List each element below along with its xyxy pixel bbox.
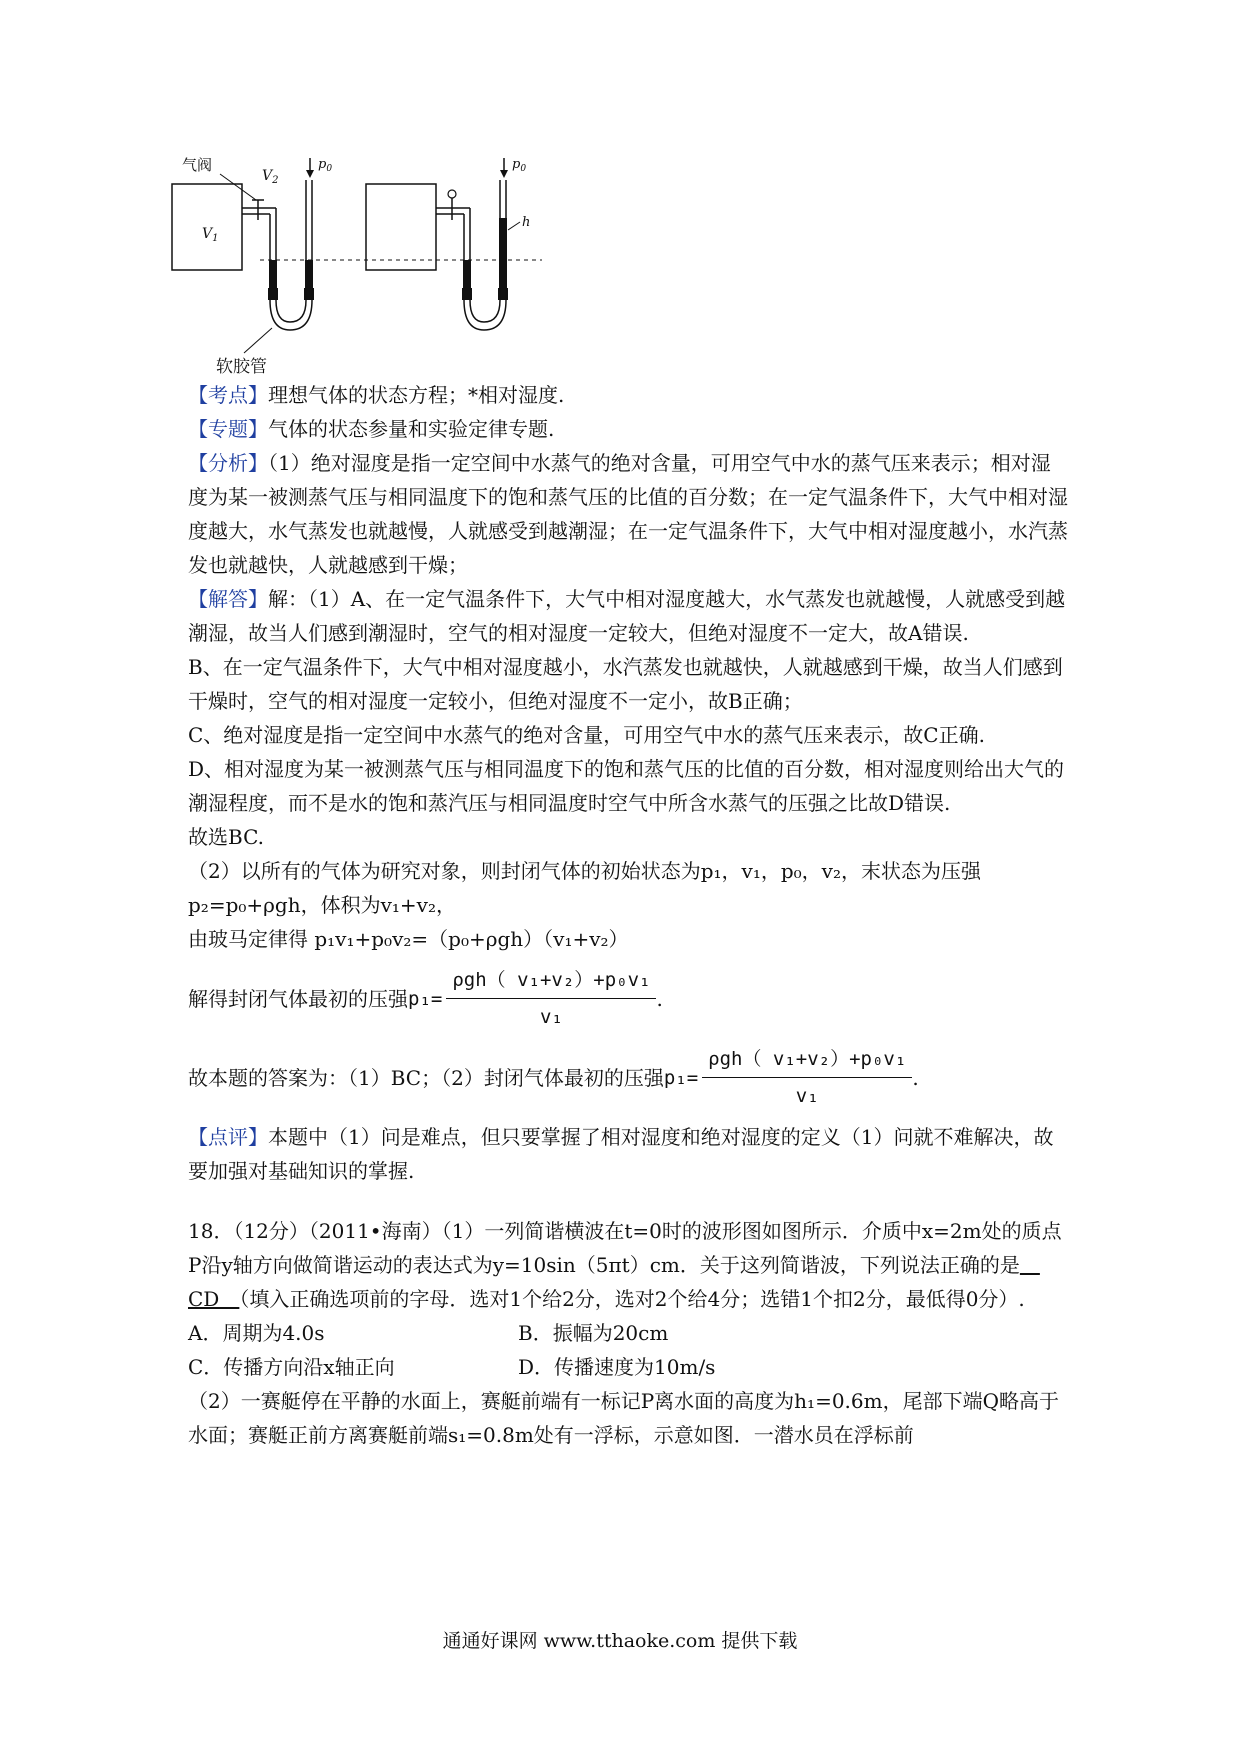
jieda-choose: 故选BC. [188,825,265,849]
label-hose: 软胶管 [216,357,267,377]
answer-fraction [702,1041,912,1114]
label-v1: $V_1$ [202,226,219,244]
option-c: C．传播方向沿x轴正向 [188,1355,395,1379]
answer-period: . [912,1065,919,1090]
fraction-numerator: ρgh（ v₁+v₂）+p₀v₁ [702,1041,912,1078]
dianping-tag: 【点评】 [188,1125,268,1149]
fraction-denominator: v₁ [795,1085,819,1107]
jieda-a-text: 解：（1）A、在一定气温条件下，大气中相对湿度越大，水气蒸发也就越慢，人就感受到越潮湿，故当人们感到潮湿时，空气的相对湿度一定较大，但绝对湿度不一定大，故A错误. [188,587,1066,645]
option-d: D．传播速度为10m/s [518,1355,716,1379]
q18-options [188,1316,1068,1384]
solve-equation [188,962,1068,1035]
solve-prefix: 解得封闭气体最初的压强 [188,986,408,1011]
jieda-paragraph-a [188,582,1068,650]
label-h: h [522,215,531,230]
answer-blank: CD [188,1253,1040,1311]
dianping-text: 本题中（1）问是难点，但只要掌握了相对湿度和绝对湿度的定义（1）问就不难解决，故要加强对基础知识的掌握. [188,1125,1054,1183]
jieda-part2a: （2）以所有的气体为研究对象，则封闭气体的初始状态为p₁，v₁，p₀，v₂，末状态为压强p₂=p₀+ρgh，体积为v₁+v₂， [188,859,981,917]
solution-content [188,378,1068,1452]
jieda-part2b: 由玻马定律得 p₁v₁+p₀v₂=（p₀+ρgh）（v₁+v₂） [188,927,629,951]
answer-prefix: 故本题的答案为：（1）BC；（2）封闭气体最初的压强 [188,1065,664,1090]
jieda-paragraph-d: D、相对湿度为某一被测蒸气压与相同温度下的饱和蒸气压的比值的百分数，相对湿度则给出大气的潮湿程度，而不是水的饱和蒸汽压与相同温度时空气中所含水蒸气的压强之比故D错误. [188,757,1065,815]
zhuanti-line [188,412,1068,446]
jieda-paragraph-b: B、在一定气温条件下，大气中相对湿度越小，水汽蒸发也就越快，人就越感到干燥，故当人们感到干燥时，空气的相对湿度一定较小，但绝对湿度不一定小，故B正确； [188,655,1063,713]
solve-lhs: p₁= [408,987,443,1010]
label-v2: $V_2$ [262,168,279,186]
fenxi-paragraph [188,446,1068,582]
jieda-paragraph-c: C、绝对湿度是指一定空间中水蒸气的绝对含量，可用空气中水的蒸气压来表示，故C正确. [188,723,985,747]
dianping-paragraph [188,1120,1068,1188]
answer-lhs: p₁= [663,1066,699,1089]
fenxi-tag: 【分析】 [188,451,268,475]
fenxi-text: （1）绝对湿度是指一定空间中水蒸气的绝对含量，可用空气中水的蒸气压来表示；相对湿度为某一被测蒸气压与相同温度下的饱和蒸气压的比值的百分数；在一定气温条件下，大气中相对湿度越大，水气蒸发也就越慢，人就感受到越潮湿；在一定气温条件下，大气中相对湿度越小，水汽蒸发也就越快，人就越感到干燥； [188,451,1068,577]
valve-right [448,190,456,198]
zhuanti-text: 气体的状态参量和实验定律专题. [268,417,555,441]
q18-head: 18．（12分）（2011•海南）（1）一列简谐横波在t=0时的波形图如图所示．介质中x=2m处的质点P沿y轴方向做简谐运动的表达式为y=10sin（5πt）cm．关于这列简谐波，下列说法正确的是 [188,1219,1062,1277]
option-b: B．振幅为20cm [518,1321,669,1345]
label-p0-right: $p_0$ [512,157,527,174]
container-right [366,184,436,270]
solve-period: . [656,986,663,1011]
kaodian-text: 理想气体的状态方程；*相对湿度. [268,383,565,407]
q18-stem [188,1214,1068,1316]
option-a: A．周期为4.0s [188,1321,325,1345]
jieda-tag: 【解答】 [188,587,268,611]
answer-equation [188,1041,1068,1114]
kaodian-tag: 【考点】 [188,383,268,407]
zhuanti-tag: 【专题】 [188,417,268,441]
apparatus-figure [182,156,610,377]
page-footer: 通通好课网 www.tthaoke.com 提供下载 [442,1630,798,1652]
solve-fraction [446,962,656,1035]
q18-tail: （填入正确选项前的字母．选对1个给2分，选对2个给4分；选错1个扣2分，最低得0分）. [239,1287,1025,1311]
q18-part2: （2）一赛艇停在平静的水面上，赛艇前端有一标记P离水面的高度为h₁=0.6m，尾部下端Q略高于水面；赛艇正前方离赛艇前端s₁=0.8m处有一浮标，示意如图．一潜水员在浮标前 [188,1389,1060,1447]
fraction-numerator: ρgh（ v₁+v₂）+p₀v₁ [446,962,656,999]
label-valve: 气阀 [182,156,213,174]
fraction-denominator: v₁ [539,1006,563,1028]
kaodian-line [188,378,1068,412]
label-p0-left: $p_0$ [318,157,333,174]
